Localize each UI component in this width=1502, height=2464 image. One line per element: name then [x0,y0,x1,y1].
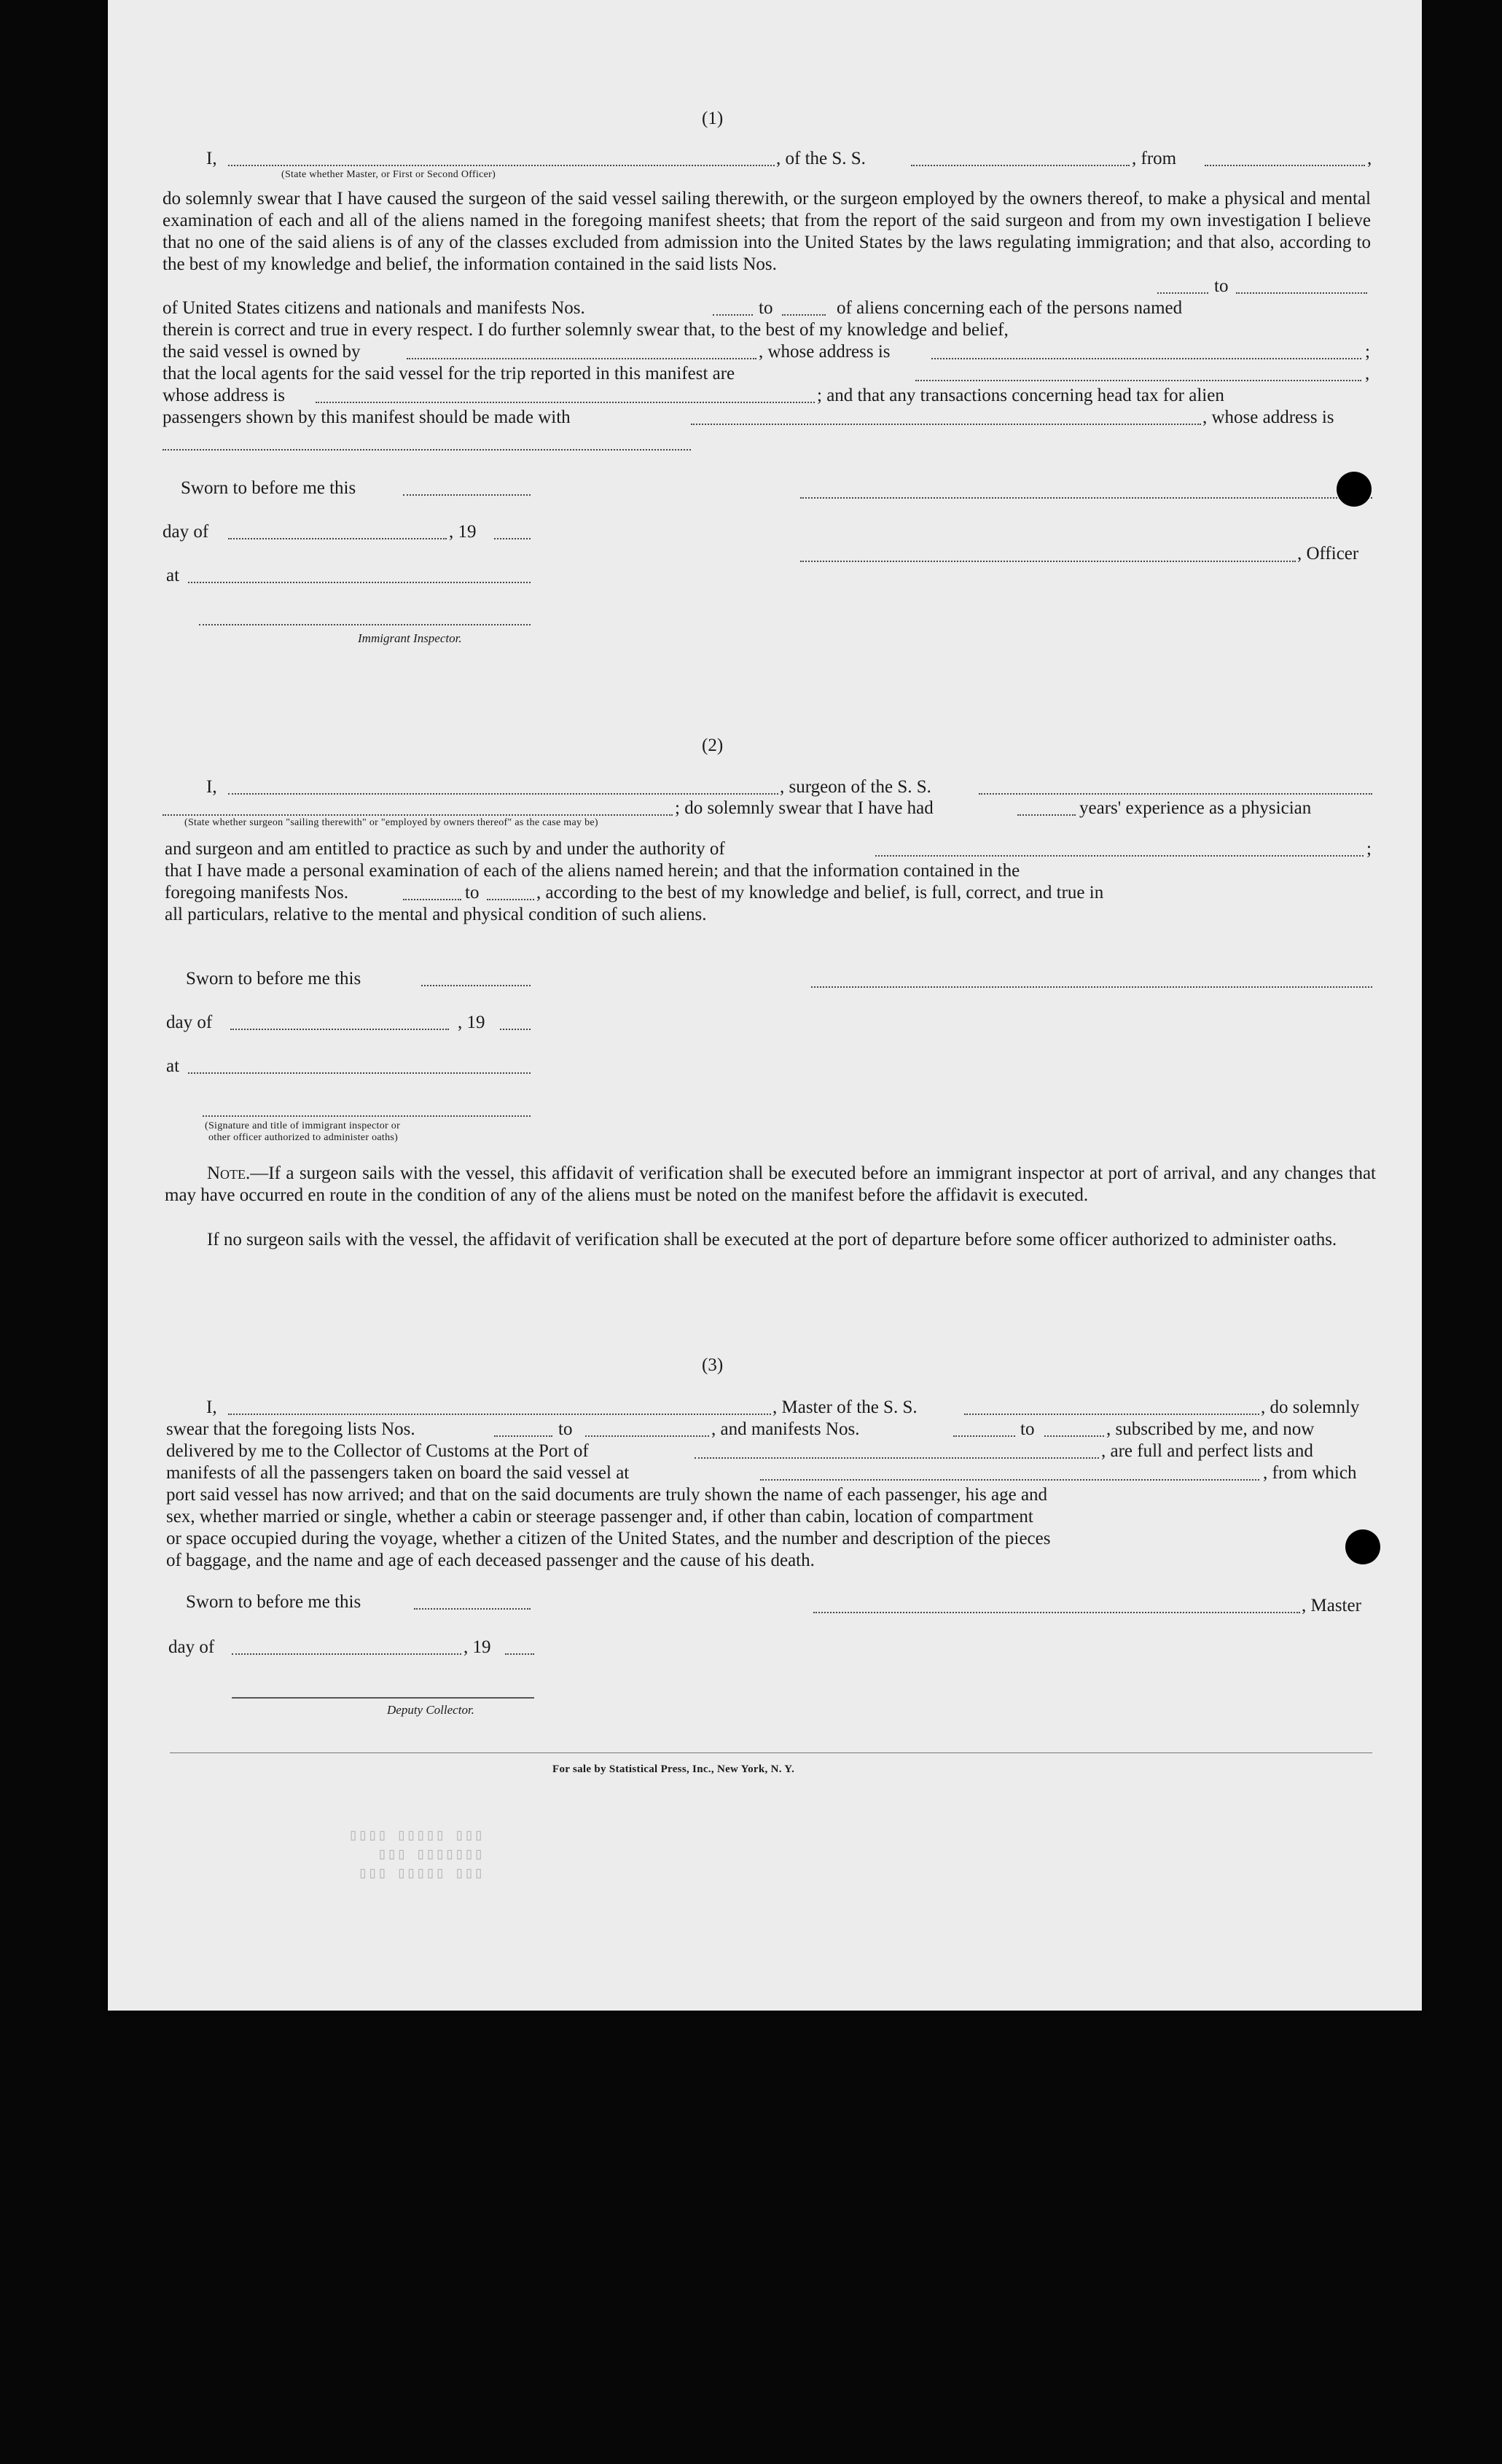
s1-manifests-to-field[interactable] [782,314,826,316]
s1-paragraph: do solemnly swear that I have caused the surgeon of the said vessel sailing therewith, or the surgeon employed by the owners thereof, to make a physical and mental examination of each and all of the aliens named in the foregoing manifest sheets; that from the report of the said surgeon and from my own investigation I believe that no one of the said aliens is of any of the classes excluded from admission into the United States by the laws regulating immigration; and that also, according to the best of my knowledge and belief, the information contained in the said lists Nos. [163,189,1371,274]
s1-lists-to-field[interactable] [1236,292,1367,294]
s1-officer-signature-field[interactable] [800,561,1296,562]
section-1-number: (1) [702,109,724,128]
s1-line-citizens: of United States citizens and nationals and manifests Nos. [163,298,585,318]
s3-line4a: manifests of all the passengers taken on board the said vessel at [166,1463,630,1483]
s2-line3: and surgeon and am entitled to practice as such by and under the authority of [165,839,725,859]
s1-owner-field[interactable] [407,358,756,359]
s3-line1-master: , Master of the S. S. [772,1397,918,1417]
s1-year-label: , 19 [449,522,477,542]
s2-line4: that I have made a personal examination of each of the aliens named herein; and that the information contained in the [165,861,1020,881]
s2-manifests-to-field[interactable] [487,899,534,900]
s3-month-field[interactable] [232,1653,461,1655]
s2-sworn-label: Sworn to before me this [186,969,361,989]
s3-year-field[interactable] [505,1653,534,1655]
s1-day-of-label: day of [163,522,209,542]
s2-surgeon-status-field[interactable] [163,814,673,816]
s3-line2b: to [558,1419,573,1439]
s1-line-to2: to [759,298,773,318]
s1-owner-address-field[interactable] [931,358,1361,359]
s3-sworn-label: Sworn to before me this [186,1592,361,1612]
s3-boarding-port-field[interactable] [760,1479,1259,1481]
s1-line-whose2: whose address is [163,386,286,405]
s2-line2-sworn: ; do solemnly swear that I have had [675,798,934,818]
s3-line2a: swear that the foregoing lists Nos. [166,1419,415,1439]
s1-ship-name-field[interactable] [911,165,1130,166]
s3-line1-solemnly: , do solemnly [1261,1397,1360,1417]
s1-head-tax-party-field[interactable] [691,424,1201,425]
s2-month-field[interactable] [230,1029,449,1030]
s2-line6: all particulars, relative to the mental and physical condition of such aliens. [165,905,707,924]
s3-line2e: , subscribed by me, and now [1106,1419,1315,1439]
s3-collector-label: Deputy Collector. [387,1703,474,1717]
s3-year-label: , 19 [463,1637,491,1657]
s1-manifests-from-field[interactable] [713,314,753,316]
s1-year-field[interactable] [494,538,531,539]
s3-manifests-to-field[interactable] [1044,1435,1104,1437]
s3-master-name-field[interactable] [228,1414,771,1415]
s2-ship-name-field[interactable] [979,793,1372,795]
punch-hole-top [1337,472,1372,507]
s3-line5: port said vessel has now arrived; and that on the said documents are truly shown the name of each passenger, his age and [166,1485,1048,1505]
section-2-number: (2) [702,736,724,755]
s3-ship-name-field[interactable] [964,1414,1259,1415]
s3-lists-to-field[interactable] [585,1435,709,1437]
s1-line-correct: therein is correct and true in every respect. I do further solemnly swear that, to the best of my knowledge and belief, [163,320,1009,340]
s1-line-aliens: of aliens concerning each of the persons named [837,298,1183,318]
s1-from-port-field[interactable] [1205,165,1365,166]
s3-day-of-label: day of [168,1637,215,1657]
s2-at-field[interactable] [188,1072,531,1074]
s2-year-field[interactable] [500,1029,531,1030]
s1-head-tax-address-field[interactable] [163,449,691,451]
s3-line2c: , and manifests Nos. [711,1419,860,1439]
s1-agents-field[interactable] [915,380,1361,381]
s2-authority-field[interactable] [875,855,1364,857]
s2-surgeon-name-field[interactable] [228,793,778,795]
s1-line-whose: , whose address is [759,342,891,362]
s1-signature-line-1[interactable] [800,497,1372,499]
s1-line-comma: , [1365,364,1370,383]
s1-line1-of: , of the S. S. [776,149,866,168]
s2-inspector-signature-line[interactable] [203,1115,531,1117]
s3-line8: of baggage, and the name and age of each deceased passenger and the cause of his death. [166,1551,815,1570]
section-3-number: (3) [702,1355,724,1375]
s2-at-label: at [166,1056,180,1076]
s2-line5c: , according to the best of my knowledge and belief, is full, correct, and true in [536,883,1104,902]
s1-line1-from: , from [1132,149,1177,168]
s1-sworn-label: Sworn to before me this [181,478,356,498]
s2-line3-end: ; [1366,839,1372,859]
footer-publisher: For sale by Statistical Press, Inc., New York, N. Y. [552,1763,795,1775]
s3-collector-signature-line[interactable] [232,1697,534,1699]
s1-agents-address-field[interactable] [316,402,815,403]
s2-year-label: , 19 [458,1013,485,1032]
s3-line2d: to [1020,1419,1035,1439]
s2-signature-caption-2: other officer authorized to administer oaths) [208,1132,399,1143]
s2-line1-surgeon: , surgeon of the S. S. [780,777,931,797]
s1-line-owned: the said vessel is owned by [163,342,361,362]
s3-lists-from-field[interactable] [494,1435,552,1437]
s1-sworn-day-field[interactable] [403,494,531,496]
bleed-through-stamp: ▯▯▯ ▯▯▯▯▯ ▯▯▯▯ ▯▯▯▯▯▯▯ ▯▯▯ ▯▯▯ ▯▯▯▯▯ ▯▯▯ [348,1827,484,1883]
s2-sworn-day-field[interactable] [421,985,531,986]
s3-master-label: , Master [1302,1596,1361,1615]
s1-inspector-signature-line[interactable] [199,624,531,625]
s2-note-2: If no surgeon sails with the vessel, the affidavit of verification shall be executed at the port of departure before some officer authorized to administer oaths. [207,1230,1337,1249]
s2-signature-caption-1: (Signature and title of immigrant inspector or [205,1120,401,1131]
s1-officer-label: , Officer [1297,544,1359,564]
s1-line-whose3: , whose address is [1202,408,1334,427]
punch-hole-bottom [1345,1529,1380,1564]
s3-line7: or space occupied during the voyage, whether a citizen of the United States, and the number and description of the pieces [166,1529,1051,1548]
s1-line-transactions: ; and that any transactions concerning head tax for alien [817,386,1224,405]
s2-line5a: foregoing manifests Nos. [165,883,349,902]
manifest-verification-page [108,0,1422,2011]
s3-line6: sex, whether married or single, whether a cabin or steerage passenger and, if other than cabin, location of compartment [166,1507,1033,1527]
s1-month-field[interactable] [228,538,447,539]
s1-line1-i: I, [206,149,217,168]
s1-inspector-label: Immigrant Inspector. [358,631,462,645]
s3-line4b: , from which [1263,1463,1357,1483]
s2-surgeon-caption: (State whether surgeon "sailing therewith" or "employed by owners thereof" as the case may be) [184,817,598,828]
s2-note-text: —If a surgeon sails with the vessel, this affidavit of verification shall be executed before an immigrant inspector at port of arrival, and any changes that may have occurred en route in the condition of any of the aliens must be noted on the manifest before the affidavit is executed. [165,1163,1376,1205]
s1-line-semicolon: ; [1365,342,1370,362]
s2-line2-years: years' experience as a physician [1079,798,1312,818]
s1-officer-name-field[interactable] [228,165,775,166]
s3-port-field[interactable] [695,1457,1099,1459]
s3-sworn-day-field[interactable] [414,1608,531,1610]
s1-at-field[interactable] [188,582,531,583]
s2-note-label: Note. [207,1163,251,1183]
s1-line-to: to [1214,276,1229,296]
s2-line1-i: I, [206,777,217,797]
s2-years-field[interactable] [1017,814,1076,816]
s2-note-1 [165,1163,1376,1206]
s2-signature-line[interactable] [811,986,1372,988]
s1-line1-end: , [1367,149,1372,168]
s3-master-signature-field[interactable] [813,1612,1300,1613]
s1-officer-caption: (State whether Master, or First or Second Officer) [281,169,496,180]
s2-line5b: to [465,883,480,902]
s1-at-label: at [166,566,180,585]
s1-line-agents: that the local agents for the said vessel for the trip reported in this manifest are [163,364,735,383]
s3-manifests-from-field[interactable] [953,1435,1015,1437]
s2-manifests-from-field[interactable] [403,899,461,900]
s2-day-of-label: day of [166,1013,213,1032]
s1-lists-from-field[interactable] [1157,292,1208,294]
s3-line3b: , are full and perfect lists and [1101,1441,1313,1461]
s3-line3a: delivered by me to the Collector of Customs at the Port of [166,1441,589,1461]
s3-line1-i: I, [206,1397,217,1417]
s1-line-passengers: passengers shown by this manifest should be made with [163,408,571,427]
